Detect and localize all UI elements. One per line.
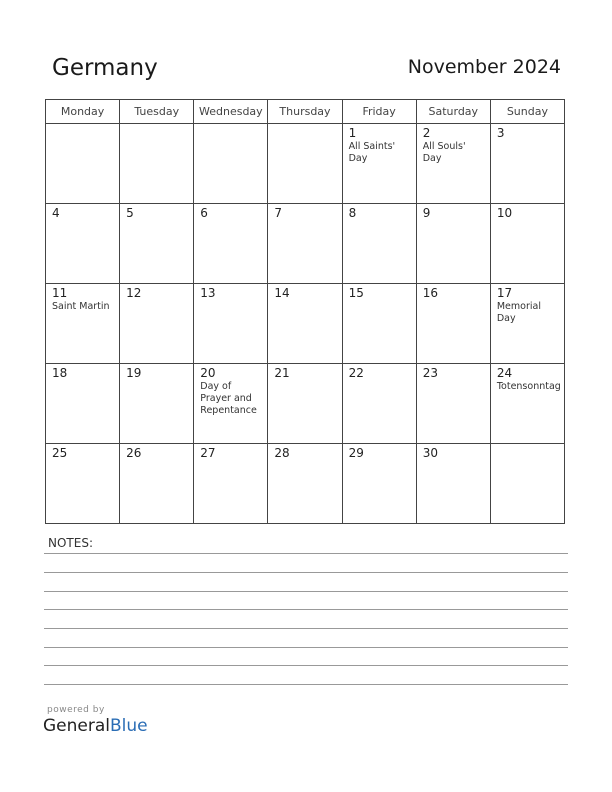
day-number: 1 [348,126,357,140]
calendar-day-cell [490,444,564,524]
day-number: 19 [126,366,142,380]
calendar-day-cell [490,364,564,444]
day-number: 8 [348,206,357,220]
notes-line [44,628,568,629]
day-number: 27 [200,446,216,460]
day-number: 20 [200,366,216,380]
day-number: 4 [52,206,60,220]
calendar-week-row [46,364,565,444]
calendar-day-cell [490,124,564,204]
calendar-day-cell [490,284,564,364]
calendar-day-cell [416,364,490,444]
calendar-day-cell [194,364,268,444]
calendar-week-row [46,124,565,204]
notes-line [44,572,568,573]
calendar-day-cell [342,364,416,444]
day-number: 14 [274,286,290,300]
calendar-day-cell [194,284,268,364]
calendar-day-cell [194,444,268,524]
weekday-header: Monday [46,100,120,124]
calendar-day-cell [120,284,194,364]
day-number: 23 [422,366,438,380]
day-number: 21 [274,366,290,380]
day-number: 2 [422,126,431,140]
notes-line [44,665,568,666]
calendar-day-cell [46,204,120,284]
weekday-header: Sunday [490,100,564,124]
calendar-day-cell [490,204,564,284]
calendar-week-row [46,204,565,284]
day-number: 29 [348,446,364,460]
holiday-label: All Souls' Day [422,141,466,164]
brand-part-general: General [43,716,110,736]
notes-line [44,609,568,610]
day-number: 24 [496,366,513,380]
calendar-day-cell [46,124,120,204]
day-number: 7 [274,206,283,220]
calendar-day-cell [268,204,342,284]
weekday-header: Wednesday [194,100,268,124]
day-number: 12 [126,286,142,300]
powered-by-text: powered by [47,705,105,715]
holiday-label: Saint Martin [52,301,110,312]
day-number: 30 [422,446,438,460]
calendar-day-cell [194,204,268,284]
weekday-header-row [46,100,565,124]
generalblue-logo [43,716,148,736]
calendar-day-cell [120,444,194,524]
weekday-header: Friday [342,100,416,124]
notes-line [44,591,568,592]
calendar-day-cell [416,204,490,284]
calendar-day-cell [120,204,194,284]
calendar-day-cell [416,444,490,524]
calendar-day-cell [120,364,194,444]
notes-line [44,553,568,554]
calendar-day-cell [120,124,194,204]
calendar-day-cell [46,284,120,364]
day-number: 11 [52,286,68,300]
calendar-day-cell [46,444,120,524]
brand-part-blue: Blue [110,716,148,736]
calendar-day-cell [416,124,490,204]
weekday-header: Saturday [416,100,490,124]
day-number: 28 [274,446,290,460]
holiday-label: Day of Prayer and Repentance [200,381,257,416]
calendar-day-cell [268,444,342,524]
day-number: 3 [496,126,505,140]
calendar-grid [45,99,565,524]
calendar-day-cell [342,204,416,284]
day-number: 22 [348,366,364,380]
calendar-day-cell [342,284,416,364]
weekday-header: Thursday [268,100,342,124]
day-number: 15 [348,286,364,300]
calendar-day-cell [194,124,268,204]
calendar-day-cell [268,124,342,204]
day-number: 9 [422,206,431,220]
notes-line [44,684,568,685]
day-number: 6 [200,206,208,220]
holiday-label: Totensonntag [496,381,561,392]
day-number: 10 [496,206,513,220]
notes-line [44,647,568,648]
weekday-header: Tuesday [120,100,194,124]
day-number: 5 [126,206,134,220]
calendar-day-cell [46,364,120,444]
day-number: 16 [422,286,438,300]
calendar-country-title: Germany [52,55,158,81]
calendar-week-row [46,444,565,524]
day-number: 17 [496,286,513,300]
day-number: 25 [52,446,68,460]
calendar-day-cell [342,444,416,524]
calendar-day-cell [416,284,490,364]
holiday-label: All Saints' Day [348,141,396,164]
calendar-week-row [46,284,565,364]
day-number: 18 [52,366,68,380]
calendar-day-cell [268,284,342,364]
holiday-label: Memorial Day [496,301,541,324]
calendar-day-cell [342,124,416,204]
notes-label: NOTES: [48,536,93,550]
day-number: 26 [126,446,142,460]
calendar-month-title: November 2024 [407,56,561,78]
day-number: 13 [200,286,216,300]
calendar-day-cell [268,364,342,444]
